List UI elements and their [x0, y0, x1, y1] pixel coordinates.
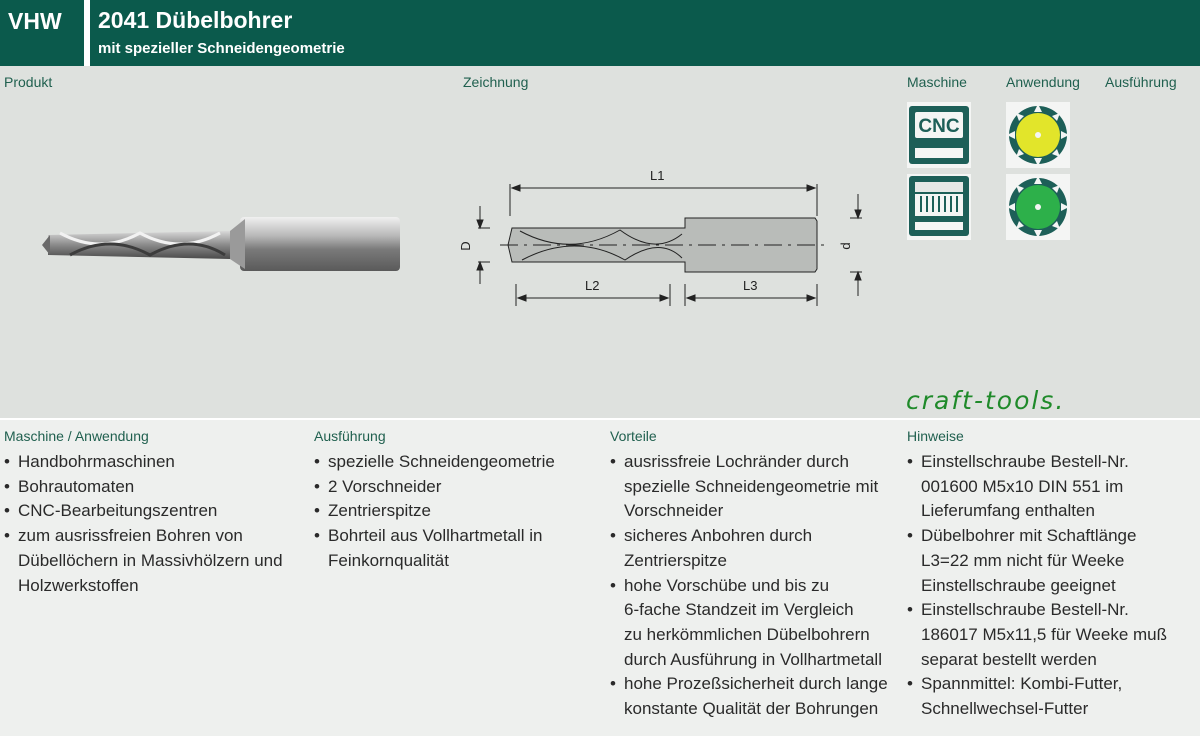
bullet-item [907, 598, 1199, 672]
technical-drawing [460, 166, 880, 326]
bullet-item [314, 475, 606, 500]
col-ausfuehrung [314, 450, 606, 574]
label-anwendung: Anwendung [1006, 74, 1080, 90]
col-title-maschine-anwendung: Maschine / Anwendung [4, 428, 149, 444]
label-produkt: Produkt [4, 74, 53, 90]
header-separator [84, 0, 90, 66]
bullet-line: • Bohrautomaten [18, 476, 135, 496]
bullet-line: konstante Qualität der Bohrungen [624, 699, 879, 719]
bullet-line: • Spannmittel: Kombi-Futter, [921, 674, 1123, 694]
bullet-line: 001600 M5x10 DIN 551 im [921, 476, 1124, 496]
drill-bit-image [40, 211, 410, 281]
bullet-line: durch Ausführung in Vollhartmetall [624, 649, 882, 669]
yellow-sawblade-icon [1006, 102, 1070, 168]
bullet-line: • CNC-Bearbeitungszentren [18, 501, 218, 521]
bullet-line: • Handbohrmaschinen [18, 452, 175, 471]
product-code: VHW [8, 8, 62, 34]
dim-label-l3: L3 [743, 278, 758, 293]
bullet-line: • zum ausrissfreien Bohren von [18, 526, 243, 546]
bullet-item [610, 524, 904, 573]
bullet-line: • hohe Prozeßsicherheit durch lange [624, 674, 888, 694]
cnc-text: CNC [918, 116, 960, 137]
bullet-line: • hohe Vorschübe und bis zu [624, 575, 830, 595]
bullet-item [314, 450, 606, 475]
bullet-line: Zentrierspitze [624, 550, 727, 570]
bullet-line: 6-fache Standzeit im Vergleich [624, 600, 854, 620]
dim-label-l1: L1 [650, 168, 665, 183]
bullet-item [907, 524, 1199, 598]
header-bar [0, 0, 1200, 66]
col-hinweise [907, 450, 1199, 722]
bullet-line: • 2 Vorschneider [328, 476, 442, 496]
product-overview-panel [0, 66, 1200, 418]
bullet-line: • Einstellschraube Bestell-Nr. [921, 452, 1129, 471]
bullet-line: Holzwerkstoffen [18, 575, 139, 595]
label-maschine: Maschine [907, 74, 967, 90]
bullet-line: Vorschneider [624, 501, 724, 521]
col-title-ausfuehrung: Ausführung [314, 428, 386, 444]
bullet-line: • Dübelbohrer mit Schaftlänge [921, 526, 1137, 546]
bullet-line: • ausrissfreie Lochränder durch [624, 452, 849, 471]
bullet-line: • Einstellschraube Bestell-Nr. [921, 600, 1129, 620]
label-zeichnung: Zeichnung [463, 74, 529, 90]
bullet-line: Dübellöchern in Massivhölzern und [18, 550, 283, 570]
bullet-item [4, 475, 309, 500]
col-maschine-anwendung [4, 450, 309, 598]
bullet-item [314, 499, 606, 524]
bullet-item [610, 574, 904, 673]
bullet-line: • sicheres Anbohren durch [624, 526, 813, 546]
bullet-item [907, 450, 1199, 524]
bullet-item [610, 672, 904, 721]
bullet-line: Schnellwechsel-Futter [921, 699, 1089, 719]
bullet-item [907, 672, 1199, 721]
brand-logo: craft-tools. [906, 386, 1066, 415]
bullet-line: • spezielle Schneidengeometrie [328, 452, 555, 471]
bullet-line: L3=22 mm nicht für Weeke [921, 550, 1125, 570]
label-ausfuehrung: Ausführung [1105, 74, 1177, 90]
bullet-line: • Zentrierspitze [328, 501, 431, 521]
bullet-line: • Bohrteil aus Vollhartmetall in [328, 526, 543, 546]
bullet-line: Einstellschraube geeignet [921, 575, 1116, 595]
boring-machine-icon [907, 174, 971, 240]
bullet-item [314, 524, 606, 573]
dim-label-d-big: D [458, 241, 473, 251]
bullet-line: 186017 M5x11,5 für Weeke muß [921, 624, 1168, 644]
col-title-vorteile: Vorteile [610, 428, 657, 444]
page-subtitle: mit spezieller Schneidengeometrie [98, 40, 345, 57]
dim-label-l2: L2 [585, 278, 600, 293]
cnc-machine-icon [907, 102, 971, 168]
col-vorteile [610, 450, 904, 722]
bullet-item [610, 450, 904, 524]
green-sawblade-icon [1006, 174, 1070, 240]
details-panel [0, 420, 1200, 736]
bullet-item [4, 524, 309, 598]
bullet-line: zu herkömmlichen Dübelbohrern [624, 624, 870, 644]
bullet-line: Feinkornqualität [328, 550, 449, 570]
page-title: 2041 Dübelbohrer [98, 7, 293, 33]
bullet-line: spezielle Schneidengeometrie mit [624, 476, 879, 496]
bullet-line: Lieferumfang enthalten [921, 501, 1095, 521]
dim-label-d-small: d [838, 242, 853, 250]
col-title-hinweise: Hinweise [907, 428, 964, 444]
bullet-line: separat bestellt werden [921, 649, 1097, 669]
bullet-item [4, 499, 309, 524]
bullet-item [4, 450, 309, 475]
